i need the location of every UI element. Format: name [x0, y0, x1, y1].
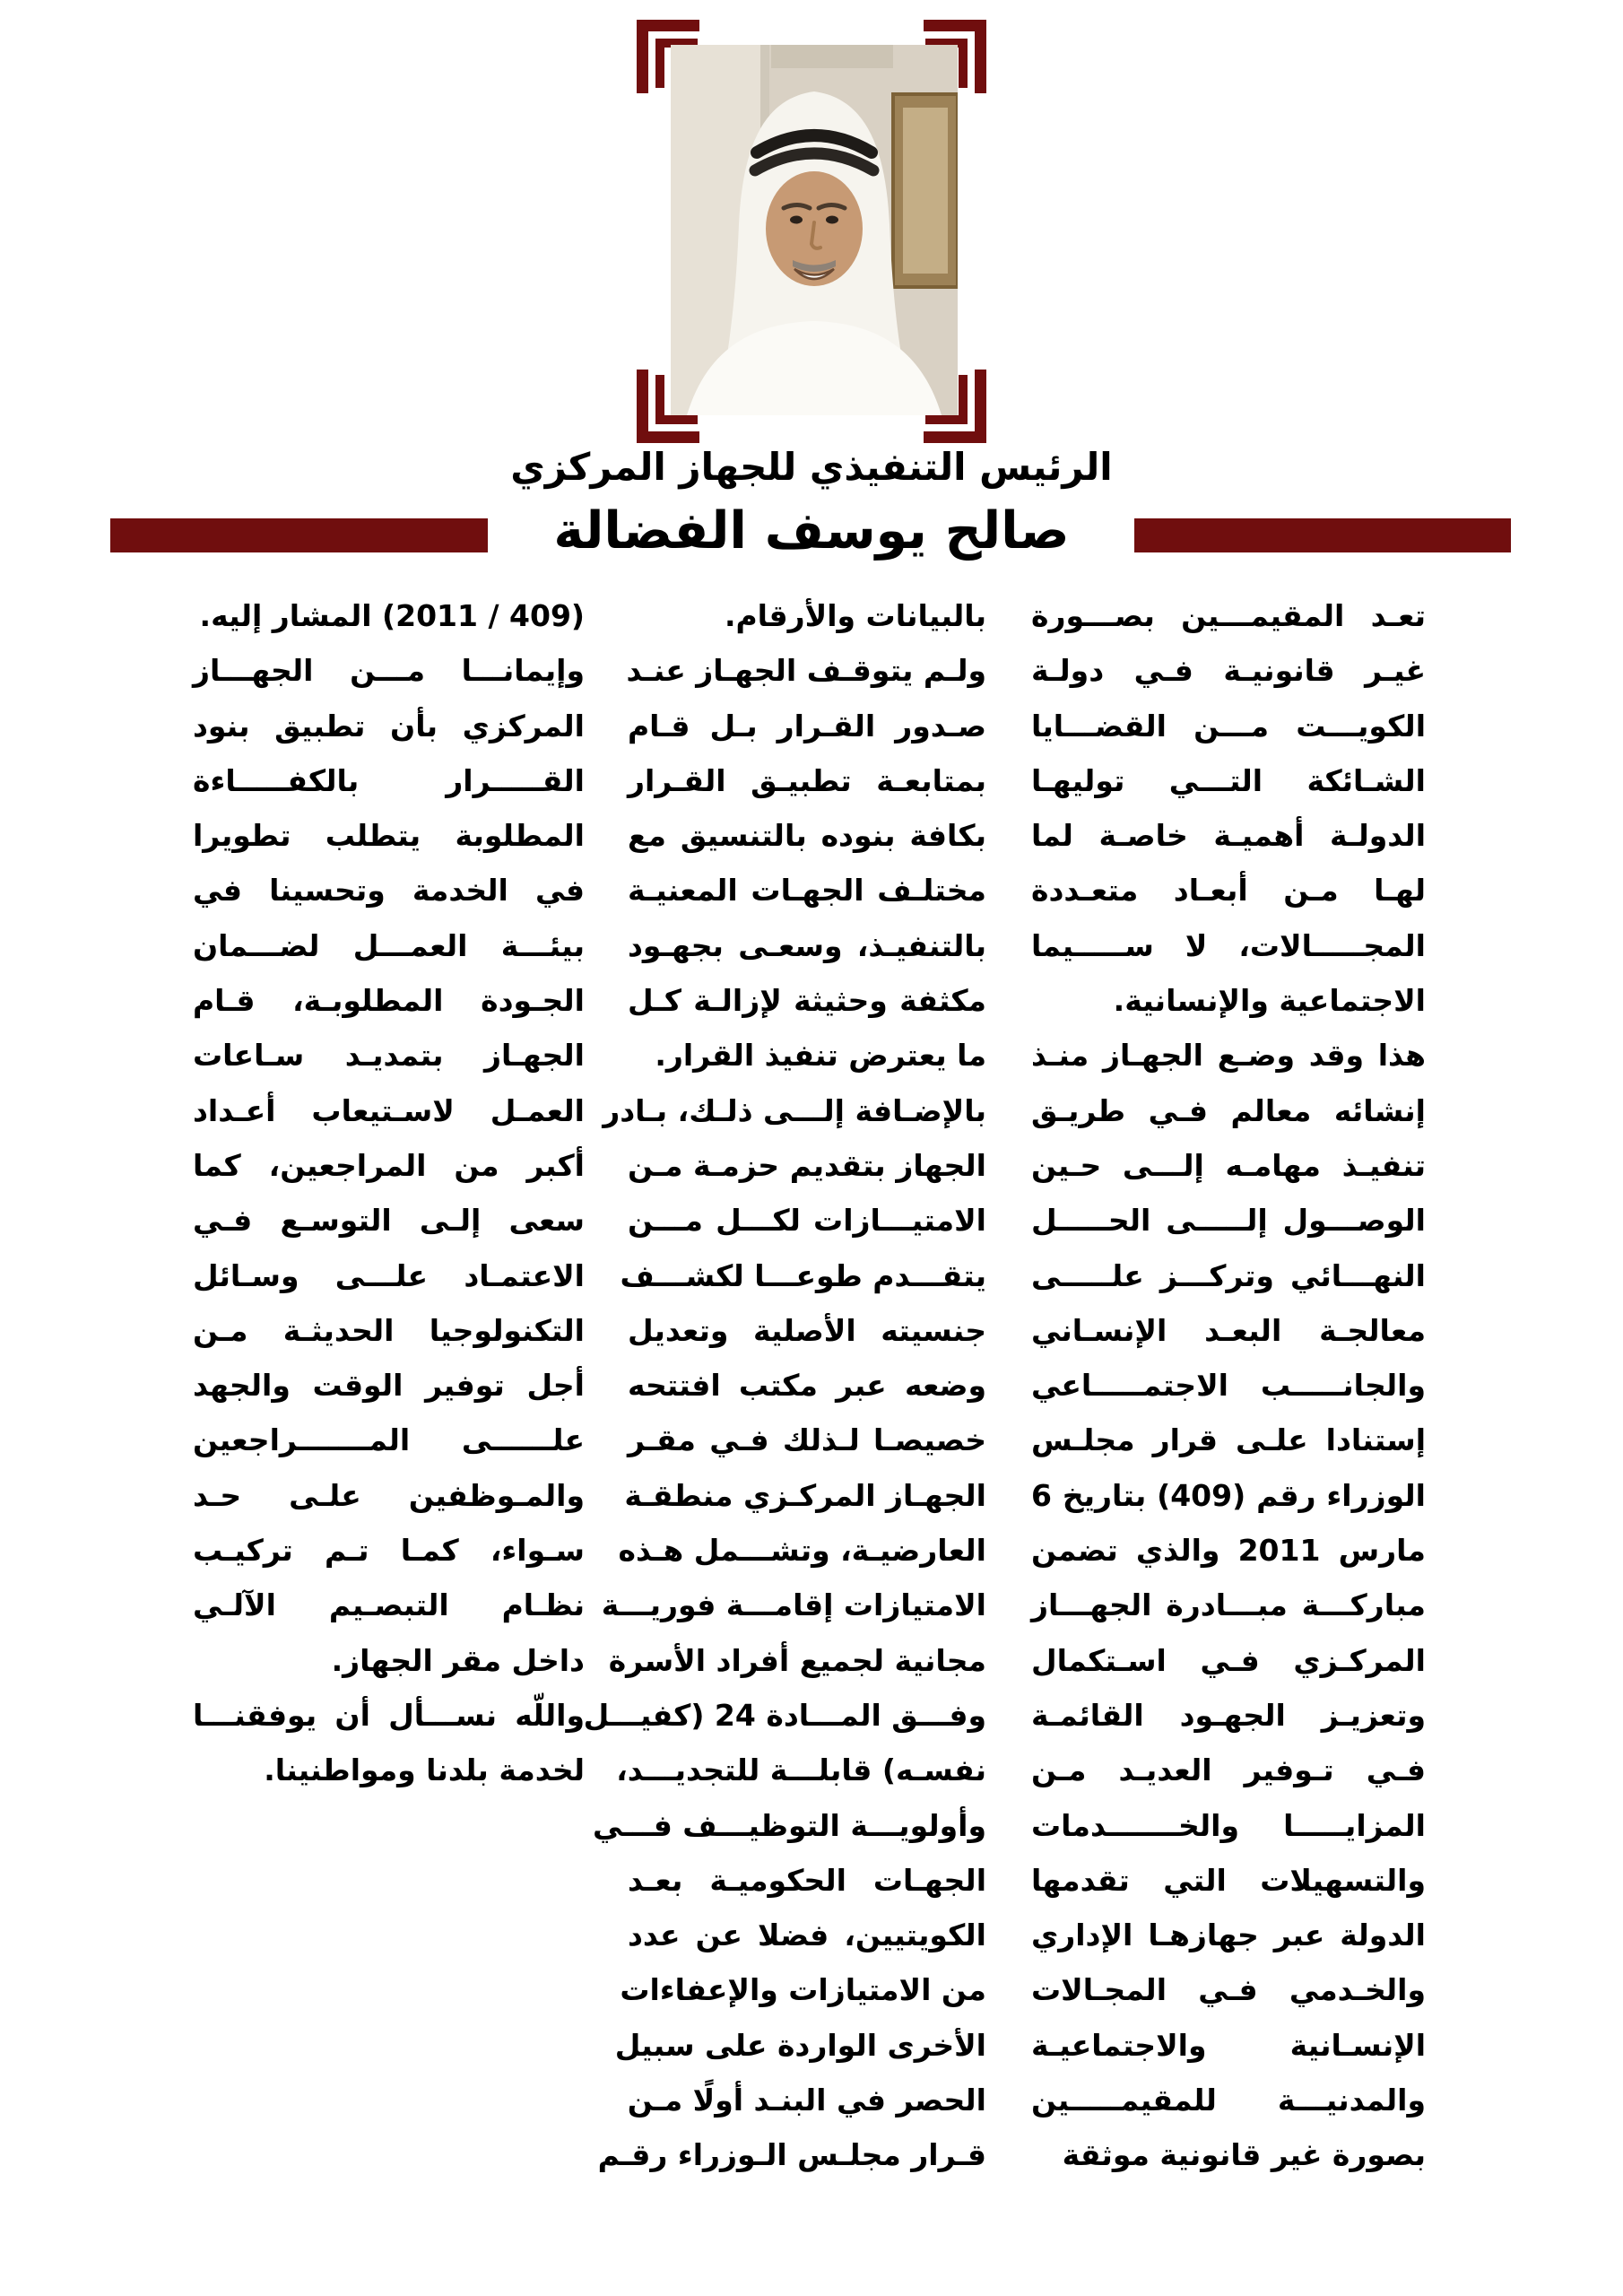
article-line: فـي تـوفير العديـد مـن [1031, 1752, 1426, 1788]
article-line: مختلـف الجهـات المعنيـة [628, 873, 986, 909]
article-line: نظـام التبصـيم الآلـي [193, 1587, 585, 1623]
article-line: بكافة بنوده بالتنسيق مع [628, 818, 986, 854]
article-line: الجهـاز المركـزي منطقـة [624, 1477, 986, 1513]
article-line: الكويتيين، فضلا عن عدد [628, 1918, 986, 1953]
article-line: تعـد المقيمـــين بصـــورة [1031, 598, 1426, 633]
article-line: الاعتمـاد علـــى وسـائل [193, 1257, 585, 1293]
article-line: يتقـــدم طوعـــا لكشـــف [620, 1257, 986, 1293]
article-line: سـواء، كمـا تـم تركيـب [193, 1533, 585, 1569]
portrait-photo [671, 45, 958, 415]
article-line: بصورة غير قانونية موثقة [1062, 2137, 1426, 2173]
article-line: المزايـــــا والخـــــــدمات [1031, 1807, 1426, 1843]
article-line: أكبر من المراجعين، كما [193, 1147, 585, 1183]
article-line: المجـــــالات، لا ســـــيما [1031, 927, 1426, 963]
article-line: الكويـــت مـــن القضـــايا [1031, 708, 1426, 744]
article-line: إستنادا علـى قرار مجلـس [1031, 1422, 1426, 1458]
article-line: سعى إلـى التوسـع فـي [193, 1203, 585, 1239]
article-line: (409 / 2011) المشار إليه. [199, 598, 585, 633]
article-line: التكنولوجيا الحديثـة مـن [193, 1312, 585, 1348]
article-line: مباركـــة مبـــادرة الجهـــاز [1031, 1587, 1426, 1623]
article-line: المطلوبة يتطلب تطويرا [193, 818, 585, 854]
article-line: والتسهيلات التي تقدمها [1031, 1862, 1426, 1898]
article-line: الامتيـــازات لكـــل مـــن [628, 1203, 986, 1239]
article-line: وضعه عبر مكتب افتتحه [628, 1368, 986, 1404]
page-title-role: الرئيس التنفيذي للجهاز المركزي [510, 445, 1113, 489]
article-line: الوصـــول إلـــــى الحـــــل [1031, 1203, 1426, 1239]
article-line: النهـــائي وتركـــز علـــــى [1031, 1257, 1426, 1293]
article-line: مكثفة وحثيثة لإزالـة كـل [628, 983, 986, 1019]
article-line: وفـــق المـــادة 24 (كفيـــل [583, 1697, 986, 1733]
article-line: غيـر قانونيـة فـي دولـة [1031, 653, 1426, 689]
article-line: لخدمة بلدنا ومواطنينا. [264, 1752, 585, 1788]
article-line: ولـم يتوقـف الجهـاز عنـد [626, 653, 986, 689]
article-line: تنفيـذ مهامـه إلـــى حـين [1031, 1147, 1426, 1183]
article-line: الوزراء رقم (409) بتاريخ 6 [1031, 1477, 1426, 1513]
article-line: ما يعترض تنفيذ القرار. [655, 1038, 986, 1074]
article-line: والمدنيـــة للمقيمـــــين [1031, 2083, 1426, 2118]
article-line: الأخرى الواردة على سبيل [614, 2027, 986, 2063]
article-line: وإيمانـــا مـــن الجهـــاز [193, 653, 585, 689]
article-line: وتعزيـز الجهـود القائمـة [1031, 1697, 1426, 1733]
article-column-left [193, 588, 585, 1798]
article-line: من الامتيازات والإعفاءات [620, 1972, 986, 2008]
title-rule-left [110, 518, 488, 552]
article-line: والجانـــــب الاجتمـــــاعي [1031, 1368, 1426, 1404]
article-line: إنشائه معالم فـي طريـق [1031, 1092, 1426, 1128]
article-line: بمتابعـة تطبيـق القـرار [628, 762, 986, 798]
article-line: الحصر في البنـد أولًا مـن [627, 2083, 986, 2118]
article-line: العمـل لاسـتيعاب أعـداد [193, 1092, 585, 1128]
portrait-photo-illustration [671, 45, 958, 415]
article-line: جنسيته الأصلية وتعديل [628, 1312, 986, 1348]
article-line: معالجـة البعـد الإنسـاني [1031, 1312, 1426, 1348]
article-line: الامتيازات إقامـــة فوريـــة [601, 1587, 986, 1623]
article-line: والخـدمي فـي المجـالات [1031, 1972, 1426, 2008]
article-line: المركزي بأن تطبيق بنود [193, 708, 585, 744]
article-line: الإنسـانية والاجتماعيـة [1031, 2027, 1426, 2063]
article-line: داخل مقر الجهاز. [331, 1642, 585, 1678]
article-line: واللّه نســـأل أن يوفقنـــا [193, 1697, 585, 1733]
article-line: بالبيانات والأرقام. [724, 598, 986, 633]
article-line: بالإضـافة إلـــى ذلـك، بـادر [603, 1092, 986, 1128]
article-line: علــــــى المـــــــراجعين [193, 1422, 585, 1458]
title-rule-right [1134, 518, 1511, 552]
article-line: بالتنفيـذ، وسعـى بجهـود [628, 927, 986, 963]
article-line: هذا وقد وضـع الجهـاز منـذ [1031, 1038, 1426, 1074]
article-line: نفسـه) قابلـــة للتجديـــد، [616, 1752, 986, 1788]
article-line: في الخدمة وتحسينا في [193, 873, 585, 909]
article-line: مجانية لجميع أفراد الأسرة [608, 1642, 986, 1678]
page-title-name: صالح يوسف الفضالة [553, 501, 1070, 561]
article-column-middle [583, 588, 986, 2183]
article-line: وأولويـــة التوظيـــف فـــي [592, 1807, 986, 1843]
article-line: المركـزي فـي اسـتكمال [1031, 1642, 1426, 1678]
article-line: الدولـة أهميـة خاصـة لما [1031, 818, 1426, 854]
article-line: والمـوظفين علـى حـد [193, 1477, 585, 1513]
article-line: الجهـاز بتمديـد سـاعات [193, 1038, 585, 1074]
article-line: صـدور القـرار بـل قـام [628, 708, 986, 744]
article-line: الجهـات الحكوميـة بعـد [628, 1862, 986, 1898]
article-line: الشـائكة التـــي توليهـا [1031, 762, 1426, 798]
article-line: بيئـــة العمـــل لضـــمان [193, 927, 585, 963]
article-line: قـرار مجلـس الـوزراء رقـم [597, 2137, 986, 2173]
article-line: العارضيـة، وتشـــمل هـذه [618, 1533, 986, 1569]
article-line: الاجتماعية والإنسانية. [1113, 983, 1426, 1019]
article-line: مارس 2011 والذي تضمن [1031, 1533, 1426, 1569]
article-column-right [1031, 588, 1426, 2183]
article-line: خصيصـا لـذلك فـي مقـر [628, 1422, 986, 1458]
article-line: أجل توفير الوقت والجهد [193, 1368, 585, 1404]
article-line: لهـا مـن أبعـاد متعـددة [1031, 873, 1426, 909]
article-line: الجهاز بتقديم حزمـة مـن [628, 1147, 986, 1183]
article-line: الجـودة المطلوبـة، قـام [193, 983, 585, 1019]
article-line: الدولة عبر جهازهـا الإداري [1031, 1918, 1426, 1953]
article-line: القـــــرار بالكفـــــاءة [193, 762, 585, 798]
